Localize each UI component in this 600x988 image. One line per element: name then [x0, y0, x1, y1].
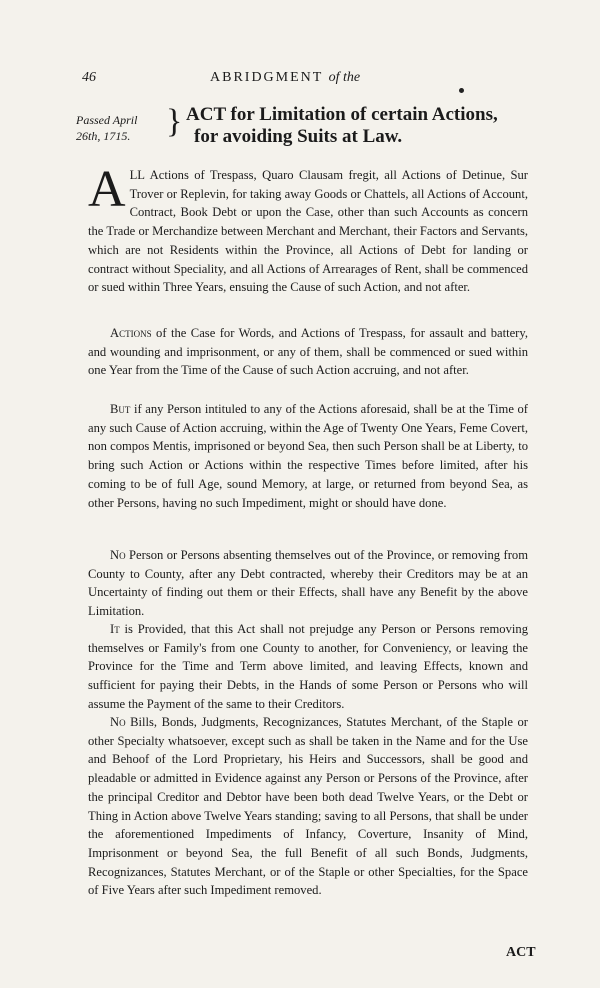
drop-cap: A: [88, 161, 126, 218]
paragraph-1-text: Actions of Trespass, Quaro Clausam fregit, all Actions of Detinue, Sur Trover or Replevin, for taking away Goods or Chattels, all Actions of Account, Contract, Book Debt or upon the Case, other than such Accounts as concern the Trade or Merchandize between Merchant and Merchant, their Factors and Servants, which are not Residents within the Province, all Actions of Debt for landing or contract without Speciality, and all Actions of Arrearages of Rent, shall be commenced or sued within Three Years, ensuing the Cause of such Action, and not after.: [88, 168, 528, 295]
running-head-title: ABRIDGMENT: [210, 70, 324, 85]
paragraph-6-text: Bills, Bonds, Judgments, Recognizances, Statutes Merchant, of the Staple or other Specialty whatsoever, except such as shall be taken in the Name and for the Use and Behoof of the Lord Proprietary, his Heirs and Successors, shall be good and pleadable or admitted in Evidence against any Person or Persons of the Province, after the principal Creditor and Debtor have been both dead Twelve Years, or the Debt or Thing in Action above Twelve Years standing; saving to all Persons, that shall be under the aforementioned Impediments of Infancy, Coverture, Insanity of Mind, Imprisonment or beyond Sea, the full Benefit of all such Bonds, Judgments, Recognizances, Statutes Merchant, or of the Staple or other Specialties, for the Space of Five Years after such Impediment removed.: [88, 715, 528, 898]
paragraph-5-text: is Provided, that this Act shall not prejudge any Person or Persons removing themselves or Family's from one County to another, for Conveniency, or leaving the Province for the Time and Term above limited, and leaving Effects, known and sufficient for paying their Debts, in the Hands of some Person or Persons who will assume the Payment of the same to their Creditors.: [88, 622, 528, 711]
margin-note-line1: Passed April: [76, 113, 138, 127]
brace-icon: }: [166, 103, 183, 140]
paragraph-4: [88, 546, 528, 621]
act-title-line1: ACT for Limitation of certain Actions,: [186, 104, 498, 125]
paragraph-6: [88, 713, 528, 900]
paragraph-2: [88, 324, 528, 380]
running-head: [210, 70, 360, 86]
paragraph-4-first-word: No: [110, 548, 126, 562]
paragraph-3-text: if any Person intituled to any of the Actions aforesaid, shall be at the Time of any such Cause of Action accruing, within the Age of Twenty One Years, Feme Covert, non compos Mentis, imprisoned or beyond Sea, then such Person shall be at Liberty, to bring such Action or Actions within the respective Times before limited, after his coming to be of full Age, sound Memory, at large, or returned from beyond Sea, as other Persons, having no such Impediment, might or should have done.: [88, 402, 528, 510]
margin-note: [76, 112, 176, 144]
running-head-suffix: of the: [328, 70, 361, 85]
page-number: 46: [82, 70, 96, 85]
paragraph-5-first-word: It: [110, 622, 120, 636]
act-title-line2: for avoiding Suits at Law.: [194, 126, 403, 147]
paragraph-3-first-word: But: [110, 402, 131, 416]
paragraph-2-text: of the Case for Words, and Actions of Trespass, for assault and battery, and wounding and imprisonment, or any of them, shall be commenced or sued within one Year from the Time of the Cause of such Action accruing, and not after.: [88, 326, 528, 378]
paragraph-6-first-word: No: [110, 715, 126, 729]
paragraph-1-first-word: LL: [129, 168, 145, 182]
act-title: [186, 104, 531, 148]
paragraph-4-text: Person or Persons absenting themselves out of the Province, or removing from County to County, after any Debt contracted, whereby their Creditors may be at an Uncertainty of finding out them or their Effects, shall have any Benefit by the above Limitation.: [88, 548, 528, 619]
paragraph-3: [88, 400, 528, 512]
margin-note-line2: 26th, 1715.: [76, 129, 131, 143]
paragraph-2-first-word: Actions: [110, 326, 152, 340]
paragraph-5: [88, 620, 528, 714]
catchword: ACT: [506, 945, 536, 960]
paragraph-1: [88, 161, 528, 297]
decorative-dot: [459, 88, 464, 93]
